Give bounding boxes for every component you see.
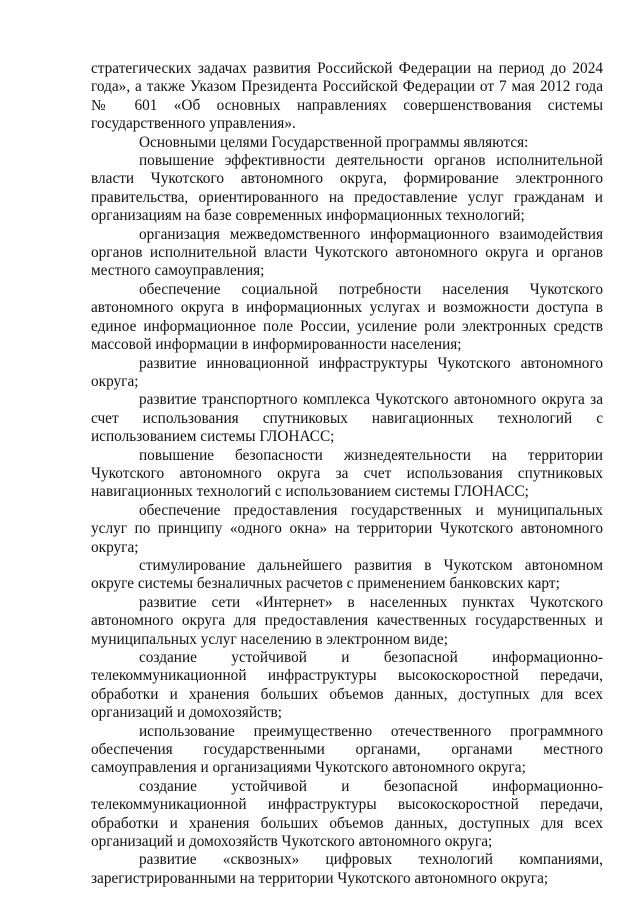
paragraph-goal: организация межведомственного информационного взаимодействия органов исполнительной власти Чукотского автономного округа и органов местного самоуправления; [91, 225, 603, 280]
paragraph-goal: развитие сети «Интернет» в населенных пунктах Чукотского автономного округа для предоставления качественных государственных и муниципальных услуг населению в электронном виде; [91, 593, 603, 648]
paragraph-goal: обеспечение социальной потребности населения Чукотского автономного округа в информационных услугах и возможности доступа в единое информационное поле России, усиление роли электронных средств массовой информации в информированности населения; [91, 280, 603, 354]
paragraph-goal: развитие «сквозных» цифровых технологий компаниями, зарегистрированными на территории Чукотского автономного округа; [91, 851, 603, 887]
paragraph-goal: обеспечение предоставления государственных и муниципальных услуг по принципу «одного окна» на территории Чукотского автономного округа; [91, 501, 603, 556]
paragraph-goal: развитие транспортного комплекса Чукотского автономного округа за счет использования спутниковых навигационных технологий с использованием системы ГЛОНАСС; [91, 391, 603, 446]
paragraph-goal: развитие инновационной инфраструктуры Чукотского автономного округа; [91, 354, 603, 390]
paragraph-goal: повышение безопасности жизнедеятельности на территории Чукотского автономного округа за счет использования спутниковых навигационных технологий с использованием системы ГЛОНАСС; [91, 446, 603, 501]
paragraph-goal: создание устойчивой и безопасной информационно-телекоммуникационной инфраструктуры высокоскоростной передачи, обработки и хранения больших объемов данных, доступных для всех организаций и домохозяйств; [91, 649, 603, 722]
paragraph-goal: стимулирование дальнейшего развития в Чукотском автономном округе системы безналичных расчетов с применением банковских карт; [91, 556, 603, 593]
paragraph-continuation: стратегических задачах развития Российской Федерации на период до 2024 года», а также Указом Президента Российской Федерации от 7 мая 2012 года № 601 «Об основных направлениях совершенствования системы государственного управления». [91, 60, 603, 133]
document-body [91, 60, 603, 888]
paragraph-goal: повышение эффективности деятельности органов исполнительной власти Чукотского автономного округа, формирование электронного правительства, ориентированного на предоставление услуг гражданам и организациям на базе современных информационных технологий; [91, 152, 603, 225]
paragraph-goals-intro: Основными целями Государственной программы являются: [139, 133, 529, 151]
paragraph-goal: создание устойчивой и безопасной информационно-телекоммуникационной инфраструктуры высокоскоростной передачи, обработки и хранения больших объемов данных, доступных для всех организаций и домохозяйств Чукотского автономного округа; [91, 777, 603, 851]
paragraph-goal: использование преимущественно отечественного программного обеспечения государственными органами, органами местного самоуправления и организациями Чукотского автономного округа; [91, 722, 603, 777]
